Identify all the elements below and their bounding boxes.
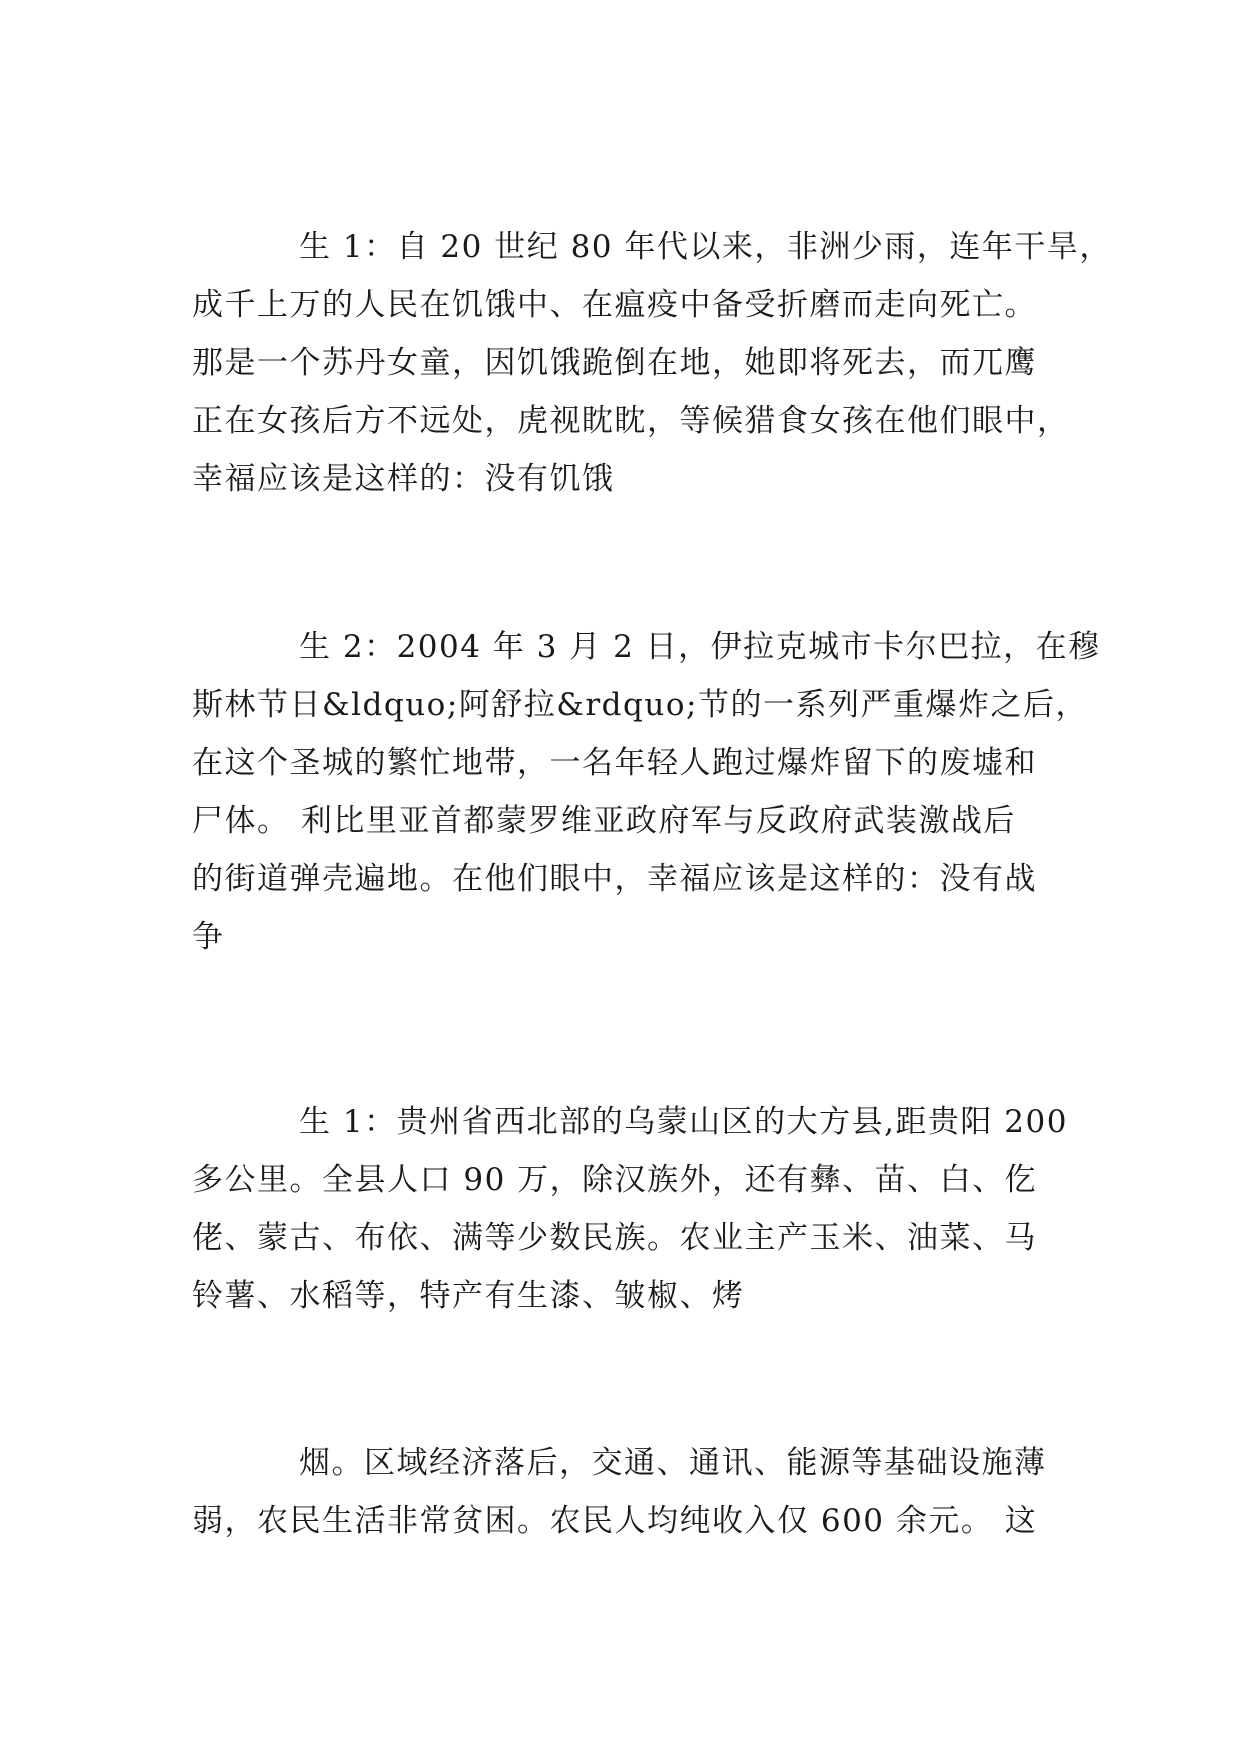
paragraph-line: 那是一个苏丹女童，因饥饿跪倒在地，她即将死去，而兀鹰 (192, 345, 1037, 381)
paragraph-line: 烟。区域经济落后，交通、通讯、能源等基础设施薄 (299, 1445, 1047, 1481)
paragraph-line: 生 2：2004 年 3 月 2 日，伊拉克城市卡尔巴拉，在穆 (299, 629, 1101, 665)
paragraph-3 (192, 1093, 1068, 1325)
paragraph-line: 尸体。 利比里亚首都蒙罗维亚政府军与反政府武装激战后 (192, 803, 1016, 839)
paragraph-line: 在这个圣城的繁忙地带，一名年轻人跑过爆炸留下的废墟和 (192, 745, 1037, 781)
paragraph-line: 佬、蒙古、布依、满等少数民族。农业主产玉米、油菜、马 (192, 1220, 1037, 1256)
paragraph-line: 生 1：自 20 世纪 80 年代以来，非洲少雨，连年干旱， (299, 229, 1112, 265)
paragraph-1 (192, 218, 1112, 508)
paragraph-line: 生 1：贵州省西北部的乌蒙山区的大方县,距贵阳 200 (299, 1104, 1068, 1140)
paragraph-line: 争 (192, 919, 225, 955)
paragraph-2 (192, 618, 1101, 966)
paragraph-line: 成千上万的人民在饥饿中、在瘟疫中备受折磨而走向死亡。 (192, 287, 1037, 323)
paragraph-line: 铃薯、水稻等，特产有生漆、皱椒、烤 (192, 1278, 745, 1314)
paragraph-line: 的街道弹壳遍地。在他们眼中，幸福应该是这样的：没有战 (192, 861, 1037, 897)
paragraph-line: 多公里。全县人口 90 万，除汉族外，还有彝、苗、白、仡 (192, 1162, 1038, 1198)
paragraph-line: 弱，农民生活非常贫困。农民人均纯收入仅 600 余元。 这 (192, 1503, 1038, 1539)
paragraph-line: 斯林节日&ldquo;阿舒拉&rdquo;节的一系列严重爆炸之后， (192, 687, 1088, 723)
paragraph-4 (192, 1434, 1052, 1550)
paragraph-line: 幸福应该是这样的：没有饥饿 (192, 461, 615, 497)
paragraph-line: 正在女孩后方不远处，虎视眈眈，等候猎食女孩在他们眼中， (192, 403, 1070, 439)
